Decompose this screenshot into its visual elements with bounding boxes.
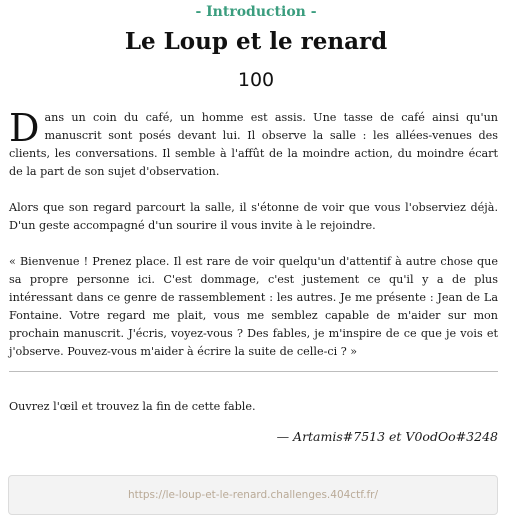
section-divider <box>9 371 498 372</box>
drop-cap: D <box>9 106 40 150</box>
challenge-hint: Ouvrez l'œil et trouvez la fin de cette fable. <box>9 400 256 413</box>
challenge-link-box <box>8 475 498 515</box>
challenge-description <box>9 106 498 379</box>
story-paragraph-1 <box>9 106 498 181</box>
challenge-points: 100 <box>237 69 275 91</box>
story-paragraph-2: Alors que son regard parcourt la salle, il s'étonne de voir que vous l'observiez déjà. D'un geste accompagné d'un sourire il vous invite à le rejoindre. <box>9 201 498 232</box>
story-paragraph-3: « Bienvenue ! Prenez place. Il est rare de voir quelqu'un d'attentif à autre chose que sa propre personne ici. C'est dommage, c'est justement ce qu'il y a de plus intéressant dans ce genre de rassemblement : les autres. Je me présente : Jean de La Fontaine. Votre regard me plait, vous me semblez capable de m'aider sur mon prochain manuscrit. J'écris, voyez-vous ? Des fables, je m'inspire de ce que je vois et j'observe. Pouvez-vous m'aider à écrire la suite de celle-ci ? » <box>9 255 498 358</box>
challenge-title: Le Loup et le renard <box>124 28 388 55</box>
challenge-authors: — Artamis#7513 et V0odOo#3248 <box>276 429 498 444</box>
challenge-url-link[interactable]: https://le-loup-et-le-renard.challenges.404ctf.fr/ <box>127 489 379 501</box>
challenge-category: - Introduction - <box>195 4 317 20</box>
story-paragraph-1-text: ans un coin du café, un homme est assis. Une tasse de café ainsi qu'un manuscrit sont posés devant lui. Il observe la salle : les allées-venues des clients, les conversations. Il semble à l'affût de la moindre action, du moindre écart de la part de son sujet d'observation. <box>9 111 498 178</box>
